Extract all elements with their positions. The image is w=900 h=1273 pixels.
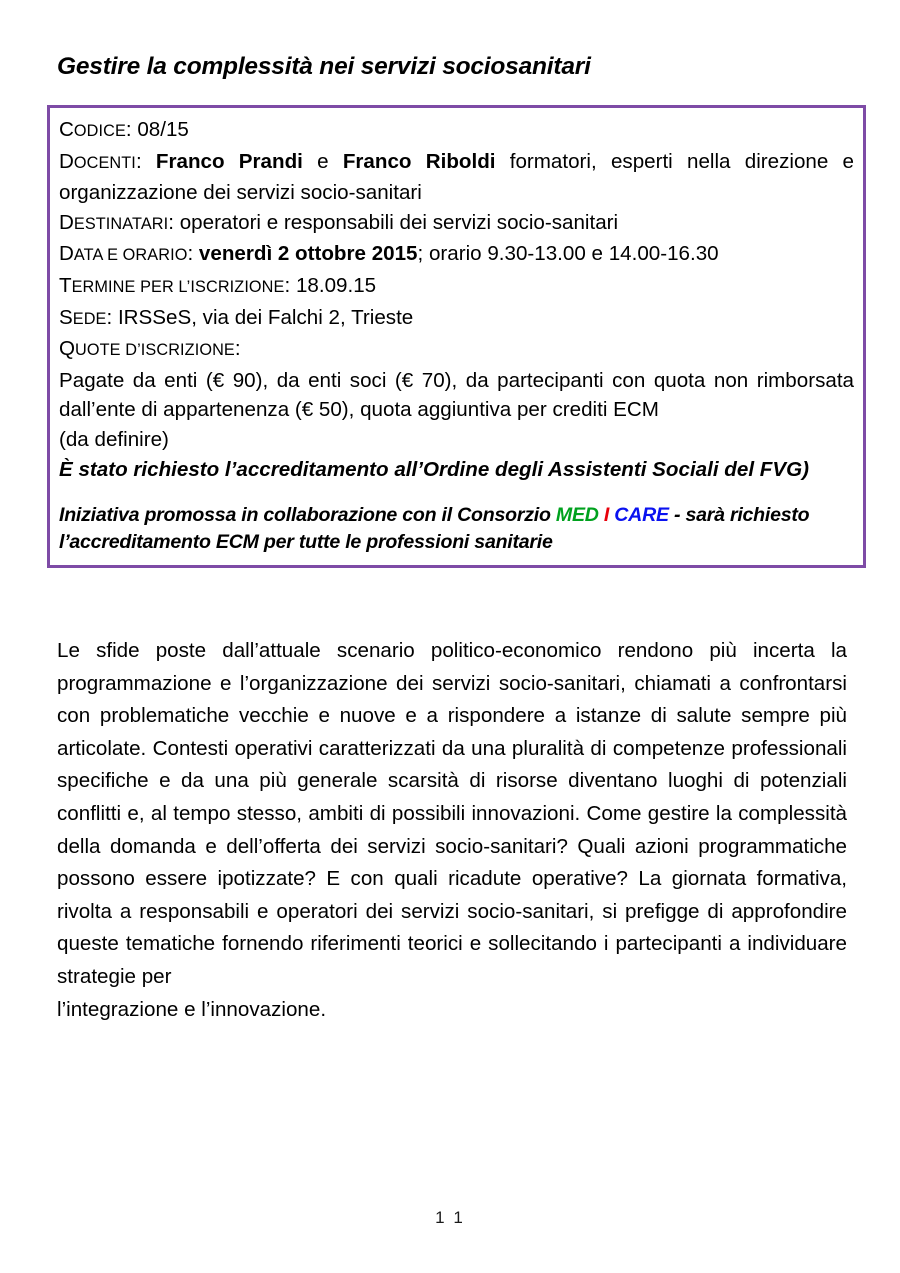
fees-text-last: (da definire) bbox=[59, 427, 169, 451]
label-sede: SEDE bbox=[59, 305, 107, 329]
fees-text-main: Pagate da enti (€ 90), da enti soci (€ 70), da partecipanti con quota non rimborsata dall’ente di appartenenza (€ 50), quota aggiuntiva per crediti ECM bbox=[59, 368, 854, 422]
label-termine-iscrizione: TERMINE PER L’ISCRIZIONE bbox=[59, 273, 285, 297]
page-number-footer: 1 1 bbox=[435, 1208, 465, 1227]
termine-value: 18.09.15 bbox=[295, 273, 377, 297]
codice-value: 08/15 bbox=[137, 118, 189, 141]
info-row-sede bbox=[59, 303, 854, 335]
promo-line bbox=[59, 502, 854, 556]
promo-prefix: Iniziativa promossa in collaborazione con il Consorzio bbox=[59, 504, 556, 527]
docenti-description: formatori, esperti nella direzione e organizzazione dei servizi socio-sanitari bbox=[59, 149, 854, 205]
course-date: venerdì 2 ottobre 2015 bbox=[198, 242, 418, 266]
destinatari-separator: : bbox=[168, 210, 180, 234]
sede-value: IRSSeS, via dei Falchi 2, Trieste bbox=[117, 305, 414, 329]
destinatari-value: operatori e responsabili dei servizi socio-sanitari bbox=[179, 210, 619, 234]
quote-separator: : bbox=[234, 337, 241, 361]
label-data-orario: DATA E ORARIO bbox=[59, 242, 188, 266]
docente-name-2: Franco Riboldi bbox=[342, 149, 496, 173]
info-row-codice bbox=[59, 115, 854, 147]
consorzio-separator-text: I bbox=[598, 504, 615, 527]
info-row-quote-iscrizione bbox=[59, 334, 854, 366]
info-row-destinatari bbox=[59, 208, 854, 240]
accreditation-note: È stato richiesto l’accreditamento all’Ordine degli Assistenti Sociali del FVG) bbox=[59, 457, 809, 481]
docenti-separator: : bbox=[135, 149, 156, 173]
docenti-conjunction: e bbox=[302, 149, 343, 173]
consorzio-care-text: CARE bbox=[614, 504, 669, 527]
course-hours: ; orario 9.30-13.00 e 14.00-16.30 bbox=[417, 242, 719, 266]
consorzio-med-text: MED bbox=[555, 504, 599, 527]
description-main: Le sfide poste dall’attuale scenario politico-economico rendono più incerta la programmazione e l’organizzazione dei servizi socio-sanitari, chiamati a confrontarsi con problematiche vecchie e nuove e a rispondere a istanze di salute sempre più articolate. Contesti operativi caratterizzati da una pluralità di competenze professionali specifiche e da una più generale scarsità di risorse diventano luoghi di potenziali conflitti e, al tempo stesso, ambiti di possibili innovazioni. Come gestire la complessità della domanda e dell’offerta dei servizi socio-sanitari? Quali azioni programmatiche possono essere ipotizzate? E con quali ricadute operative? La giornata formativa, rivolta a responsabili e operatori dei servizi socio-sanitari, si prefigge di approfondire queste tematiche fornendo riferimenti teorici e sollecitando i partecipanti a individuare strategie per bbox=[57, 639, 847, 988]
page-title: Gestire la complessità nei servizi sociosanitari bbox=[57, 53, 591, 80]
data-orario-separator: : bbox=[187, 242, 199, 266]
docente-name-1: Franco Prandi bbox=[155, 149, 303, 173]
description-tail: l’integrazione e l’innovazione. bbox=[57, 997, 327, 1021]
info-row-data-orario bbox=[59, 239, 854, 271]
sede-separator: : bbox=[106, 305, 118, 329]
label-codice: CODICE bbox=[59, 118, 126, 141]
codice-separator: : bbox=[125, 118, 138, 141]
info-row-docenti bbox=[59, 147, 854, 208]
termine-separator: : bbox=[284, 273, 296, 297]
info-row-termine-iscrizione bbox=[59, 271, 854, 303]
promo-suffix: - sarà richiesto l’accreditamento ECM per tutte le professioni sanitarie bbox=[59, 504, 810, 554]
course-info-box bbox=[47, 105, 866, 568]
label-quote-iscrizione: QUOTE D’ISCRIZIONE bbox=[59, 337, 235, 361]
fees-paragraph bbox=[59, 366, 854, 455]
label-destinatari: DESTINATARI bbox=[59, 210, 169, 234]
description-paragraph bbox=[57, 635, 847, 1026]
label-docenti: DOCENTI bbox=[59, 149, 136, 173]
